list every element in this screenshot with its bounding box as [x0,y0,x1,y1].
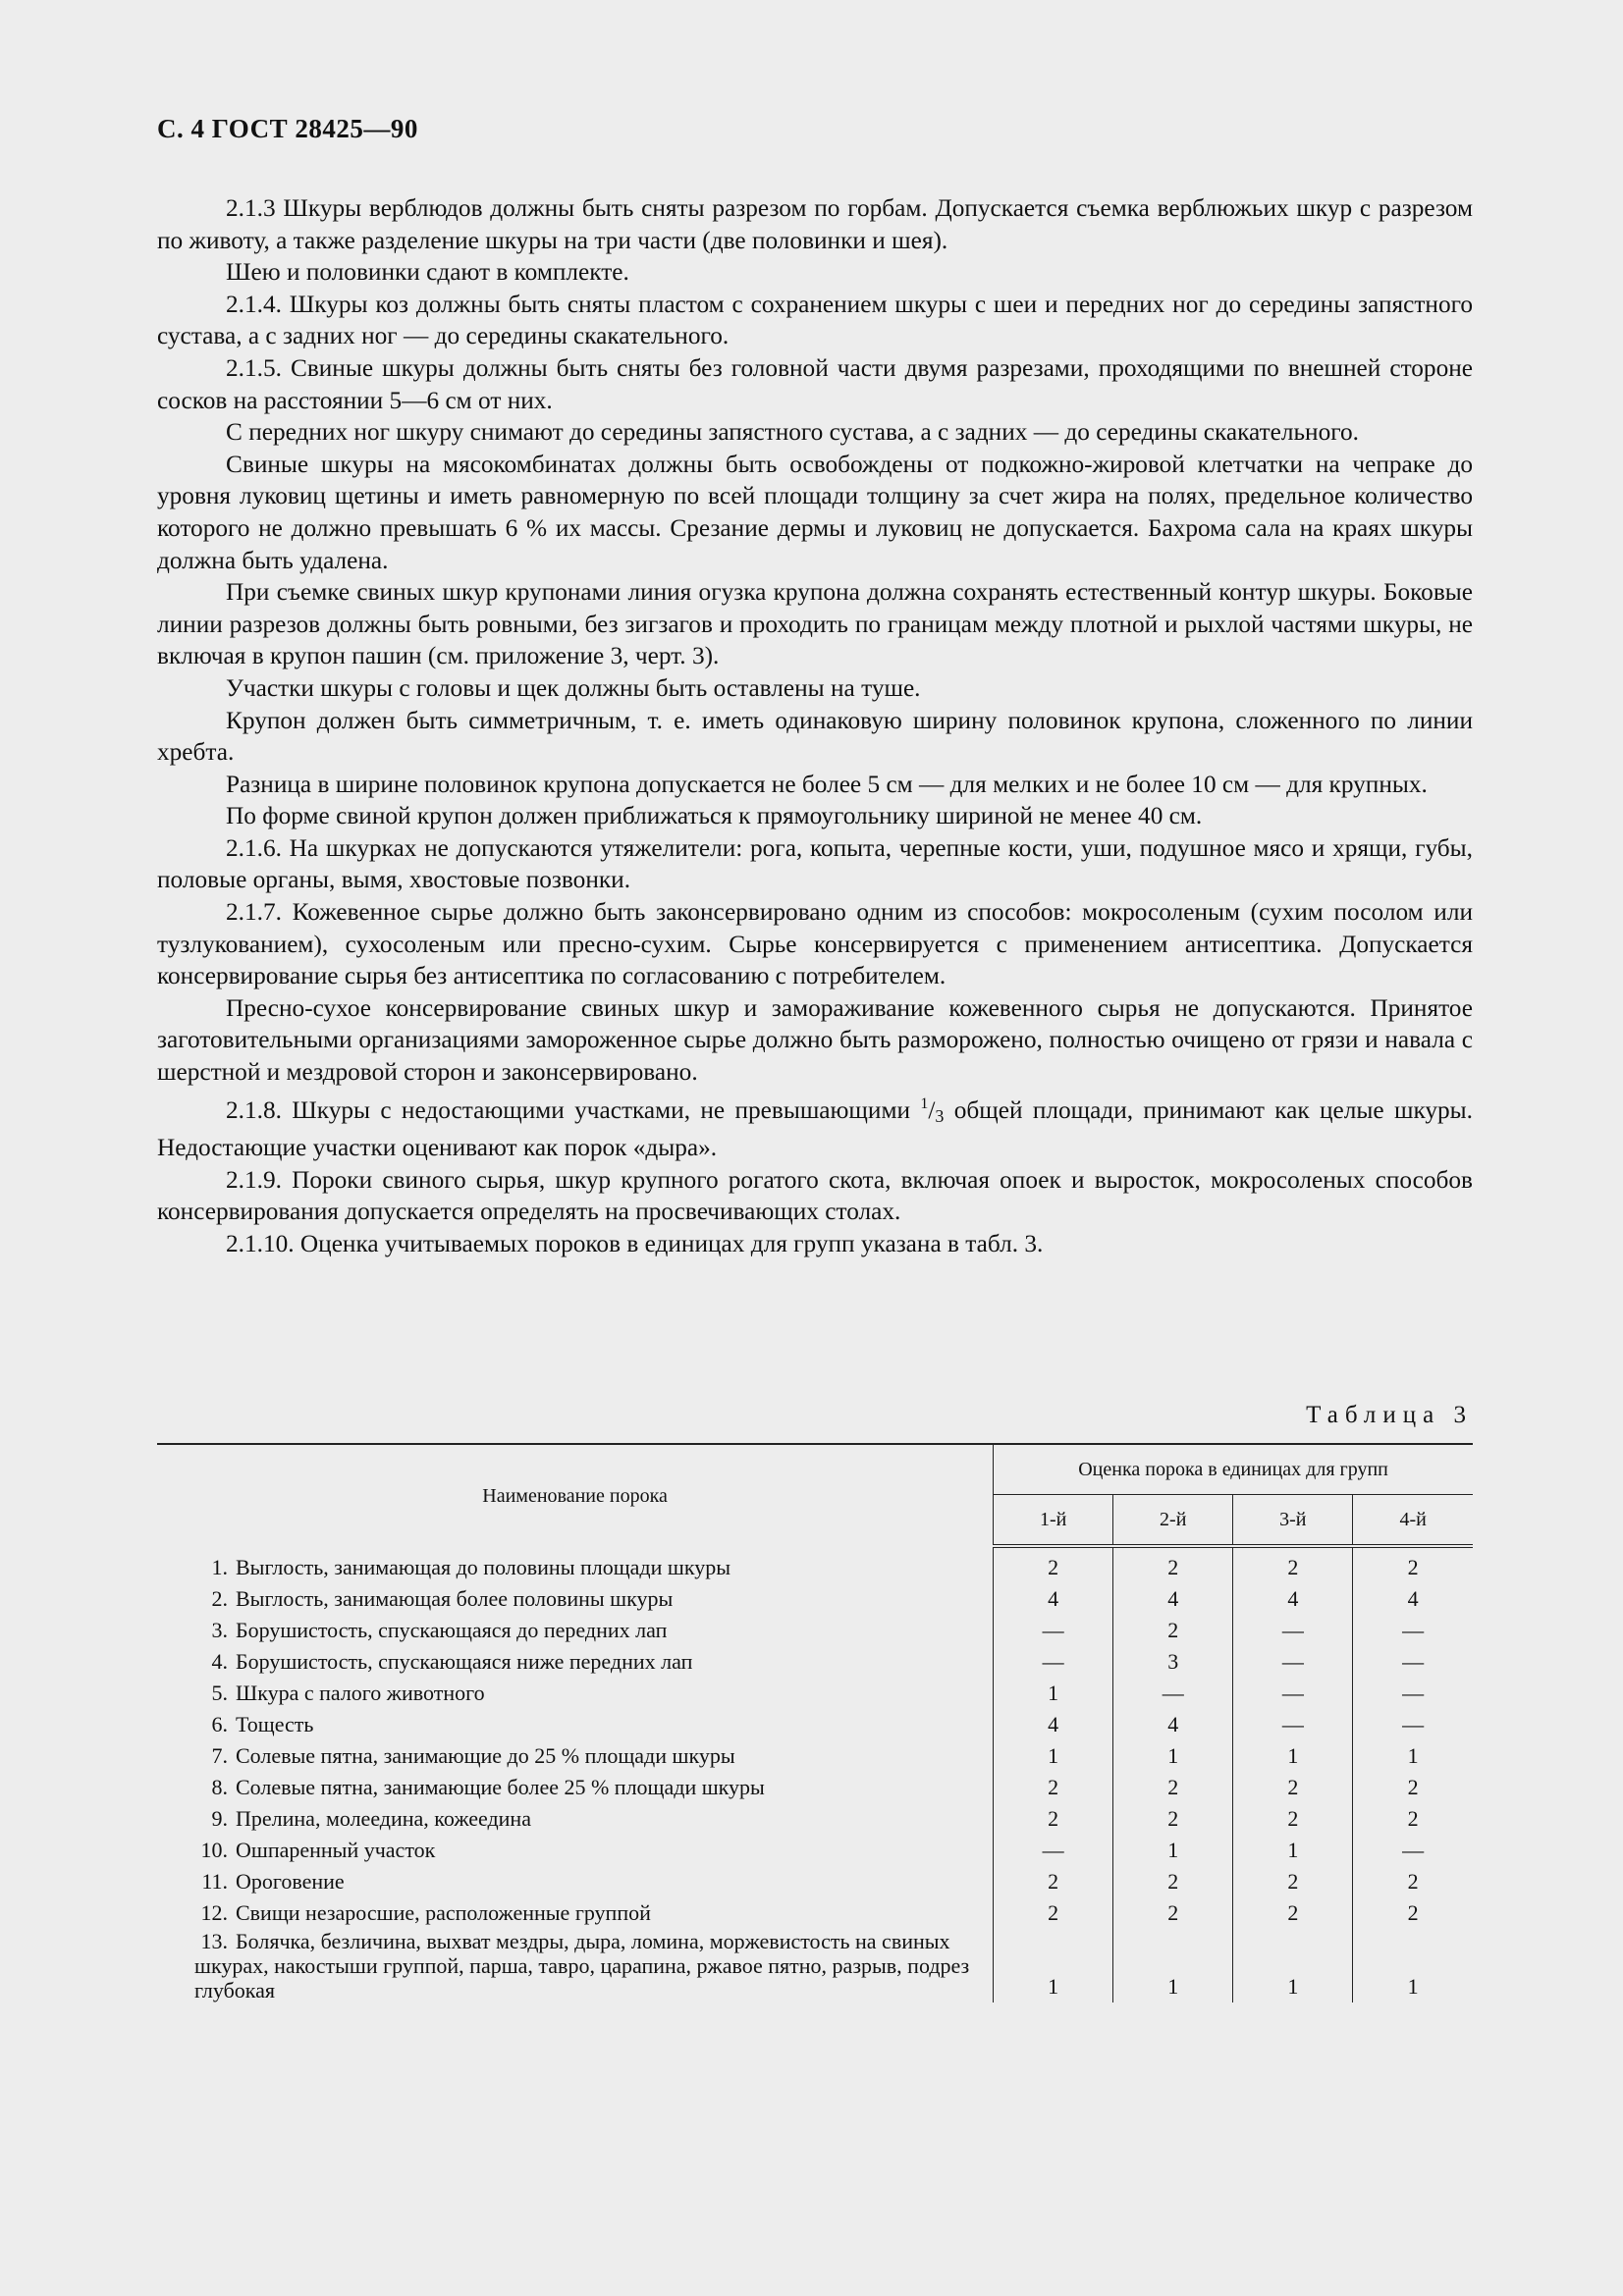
score-cell-group-2: 2 [1113,1546,1233,1583]
defect-name: Болячка, безличина, выхват мездры, дыра, ломина, моржевистость на свиных шкурах, накостыши группой, парша, тавро, царапина, ржавое пятно, разрыв, подрез глубокая [194,1929,970,2002]
paragraph: Разница в ширине половинок крупона допускается не более 5 см — для мелких и не более 10 см — для крупных. [226,770,1428,798]
score-cell-group-3: 1 [1233,1929,1353,2002]
score-cell-group-1: 1 [994,1740,1113,1772]
defect-name-cell [157,1866,994,1897]
score-cell-group-3: — [1233,1646,1353,1678]
score-cell-group-4: 2 [1353,1897,1473,1929]
defect-name: Прелина, молеедина, кожеедина [236,1806,531,1831]
score-cell-group-1: 2 [994,1897,1113,1929]
defect-name: Тощесть [236,1712,314,1736]
table-row [157,1866,1473,1897]
score-cell-group-1: — [994,1835,1113,1866]
paragraph: Пресно-сухое консервирование свиных шкур и замораживание кожевенного сырья не допускаются. Принятое заготовительными организациями замороженное сырье должно быть разморожено, полностью очищено от грязи и навала с шерстной и мездровой сторон и законсервировано. [157,993,1473,1087]
row-number: 6. [211,1712,228,1736]
score-cell-group-3: 2 [1233,1803,1353,1835]
column-header-group-2: 2-й [1113,1495,1233,1547]
column-header-defect-name: Наименование порока [157,1444,994,1546]
table-body [157,1546,1473,2002]
paragraph-text: 2.1.8. Шкуры с недостающими участками, не превышающими [226,1095,921,1124]
score-cell-group-3: — [1233,1615,1353,1646]
score-cell-group-2: 1 [1113,1929,1233,2002]
score-cell-group-4: — [1353,1615,1473,1646]
score-cell-group-3: 1 [1233,1740,1353,1772]
score-cell-group-3: — [1233,1709,1353,1740]
column-header-group-3: 3-й [1233,1495,1353,1547]
table-caption: Таблица 3 [1306,1402,1473,1428]
score-cell-group-2: 1 [1113,1835,1233,1866]
defects-table [157,1443,1473,2002]
defect-name-cell [157,1835,994,1866]
score-cell-group-4: 2 [1353,1803,1473,1835]
score-cell-group-1: 2 [994,1546,1113,1583]
paragraph: Свиные шкуры на мясокомбинатах должны быть освобождены от подкожно-жировой клетчатки на чепраке до уровня луковиц щетины и иметь равномерную по всей площади толщину за счет жира на полях, предельное количество которого не должно превышать 6 % их массы. Срезание дермы и луковиц не допускается. Бахрома сала на краях шкуры должна быть удалена. [157,450,1473,574]
table-row [157,1709,1473,1740]
defect-name: Солевые пятна, занимающие до 25 % площади шкуры [236,1743,735,1768]
paragraph: 2.1.7. Кожевенное сырье должно быть законсервировано одним из способов: мокросоленым (сухим посолом или тузлукованием), сухосоленым или пресно-сухим. Сырье консервируется с применением антисептика. Допускается консервирование сырья без антисептика по согласованию с потребителем. [157,898,1473,990]
score-cell-group-4: 2 [1353,1772,1473,1803]
score-cell-group-1: 4 [994,1583,1113,1615]
paragraph: При съемке свиных шкур крупонами линия огузка крупона должна сохранять естественный контур шкуры. Боковые линии разрезов должны быть ровными, без зигзагов и проходить по границам между плотной и рыхлой частями шкуры, не включая в крупон пашин (см. приложение 3, черт. 3). [157,578,1473,670]
paragraph: Шею и половинки сдают в комплекте. [226,258,629,287]
column-header-group-4: 4-й [1353,1495,1473,1547]
score-cell-group-2: — [1113,1678,1233,1709]
table-row [157,1835,1473,1866]
body-text [157,192,1473,1260]
score-cell-group-3: 2 [1233,1546,1353,1583]
table-row [157,1772,1473,1803]
score-cell-group-4: 2 [1353,1866,1473,1897]
defect-name-cell [157,1615,994,1646]
paragraph: 2.1.9. Пороки свиного сырья, шкур крупного рогатого скота, включая опоек и выросток, мокросоленых способов консервирования допускается определять на просвечивающих столах. [157,1165,1473,1226]
table-row [157,1803,1473,1835]
table-row [157,1897,1473,1929]
defect-name: Борушистость, спускающаяся до передних лап [236,1618,668,1642]
table-row [157,1740,1473,1772]
row-number: 11. [201,1869,228,1894]
score-cell-group-1: — [994,1646,1113,1678]
page-header: С. 4 ГОСТ 28425—90 [157,114,418,143]
score-cell-group-2: 1 [1113,1740,1233,1772]
score-cell-group-2: 2 [1113,1897,1233,1929]
score-cell-group-2: 2 [1113,1772,1233,1803]
defect-name: Выглость, занимающая до половины площади шкуры [236,1555,730,1579]
score-cell-group-1: 2 [994,1803,1113,1835]
score-cell-group-4: — [1353,1709,1473,1740]
row-number: 2. [211,1586,228,1611]
row-number: 9. [211,1806,228,1831]
score-cell-group-2: 2 [1113,1803,1233,1835]
defect-name: Шкура с палого животного [236,1681,485,1705]
row-number: 1. [211,1555,228,1579]
defect-name-cell [157,1546,994,1583]
score-cell-group-4: 1 [1353,1740,1473,1772]
column-header-group-1: 1-й [994,1495,1113,1547]
paragraph-text: общей площади, принимают как целые шкуры. Недостающие участки оценивают как порок «дыра». [157,1095,1474,1162]
defect-name: Борушистость, спускающаяся ниже передних лап [236,1649,693,1674]
paragraph: 2.1.4. Шкуры коз должны быть сняты пластом с сохранением шкуры с шеи и передних ног до середины запястного сустава, а с задних ног — до середины скакательного. [157,290,1473,350]
score-cell-group-4: — [1353,1646,1473,1678]
score-cell-group-2: 3 [1113,1646,1233,1678]
paragraph-2-1-8: 2.1.8. Шкуры с недостающими участками, не превышающими $^1/_3$ общей площади, принимают как целые шкуры. Недостающие участки оценивают как порок «дыра». [157,1095,1474,1162]
defect-name: Ошпаренный участок [236,1838,436,1862]
fraction-denominator: 3 [935,1105,945,1126]
defect-name-cell [157,1740,994,1772]
table-row [157,1678,1473,1709]
paragraph: С передних ног шкуру снимают до середины запястного сустава, а с задних — до середины скакательного. [226,418,1359,447]
score-cell-group-4: — [1353,1678,1473,1709]
table-row [157,1929,1473,2002]
score-cell-group-4: 1 [1353,1929,1473,2002]
score-cell-group-3: — [1233,1678,1353,1709]
score-cell-group-4: — [1353,1835,1473,1866]
defect-name-cell [157,1583,994,1615]
score-cell-group-2: 4 [1113,1583,1233,1615]
score-cell-group-2: 2 [1113,1615,1233,1646]
defect-name-cell [157,1929,994,2002]
score-cell-group-4: 2 [1353,1546,1473,1583]
paragraph: Крупон должен быть симметричным, т. е. иметь одинаковую ширину половинок крупона, сложенного по линии хребта. [157,706,1473,767]
row-number: 8. [211,1775,228,1799]
defect-name-cell [157,1803,994,1835]
score-cell-group-4: 4 [1353,1583,1473,1615]
paragraph: По форме свиной крупон должен приближаться к прямоугольнику шириной не менее 40 см. [226,802,1203,830]
row-number: 5. [211,1681,228,1705]
row-number: 3. [211,1618,228,1642]
score-cell-group-3: 2 [1233,1897,1353,1929]
score-cell-group-1: 2 [994,1772,1113,1803]
row-number: 7. [211,1743,228,1768]
defect-name-cell [157,1897,994,1929]
fraction-numerator: 1 [920,1095,929,1112]
table-row [157,1646,1473,1678]
row-number: 13. [200,1929,228,1953]
defect-name: Свищи незаросшие, расположенные группой [236,1900,651,1925]
row-number: 4. [211,1649,228,1674]
score-cell-group-3: 4 [1233,1583,1353,1615]
table-row [157,1615,1473,1646]
paragraph: 2.1.5. Свиные шкуры должны быть сняты без головной части двумя разрезами, проходящими по внешней стороне сосков на расстоянии 5—6 см от них. [157,353,1473,414]
defect-name-cell [157,1772,994,1803]
row-number: 12. [200,1900,228,1925]
score-cell-group-3: 1 [1233,1835,1353,1866]
defect-name-cell [157,1709,994,1740]
score-cell-group-2: 4 [1113,1709,1233,1740]
defect-name: Выглость, занимающая более половины шкуры [236,1586,674,1611]
defect-name: Солевые пятна, занимающие более 25 % площади шкуры [236,1775,765,1799]
paragraph: Участки шкуры с головы и щек должны быть оставлены на туше. [226,673,921,702]
column-header-group-score: Оценка порока в единицах для групп [994,1444,1473,1495]
score-cell-group-3: 2 [1233,1866,1353,1897]
score-cell-group-3: 2 [1233,1772,1353,1803]
defect-name-cell [157,1678,994,1709]
defect-name-cell [157,1646,994,1678]
score-cell-group-1: 1 [994,1929,1113,2002]
defect-name: Ороговение [236,1869,345,1894]
score-cell-group-1: 2 [994,1866,1113,1897]
table-row [157,1546,1473,1583]
paragraph: 2.1.10. Оценка учитываемых пороков в единицах для групп указана в табл. 3. [226,1230,1044,1257]
paragraph: 2.1.3 Шкуры верблюдов должны быть сняты разрезом по горбам. Допускается съемка верблюжьих шкур с разрезом по животу, а также разделение шкуры на три части (две половинки и шея). [157,194,1473,254]
row-number: 10. [200,1838,228,1862]
score-cell-group-1: — [994,1615,1113,1646]
score-cell-group-1: 1 [994,1678,1113,1709]
table-row [157,1583,1473,1615]
paragraph: 2.1.6. На шкурках не допускаются утяжелители: рога, копыта, черепные кости, уши, подушное мясо и хрящи, губы, половые органы, вымя, хвостовые позвонки. [157,833,1473,894]
score-cell-group-1: 4 [994,1709,1113,1740]
score-cell-group-2: 2 [1113,1866,1233,1897]
